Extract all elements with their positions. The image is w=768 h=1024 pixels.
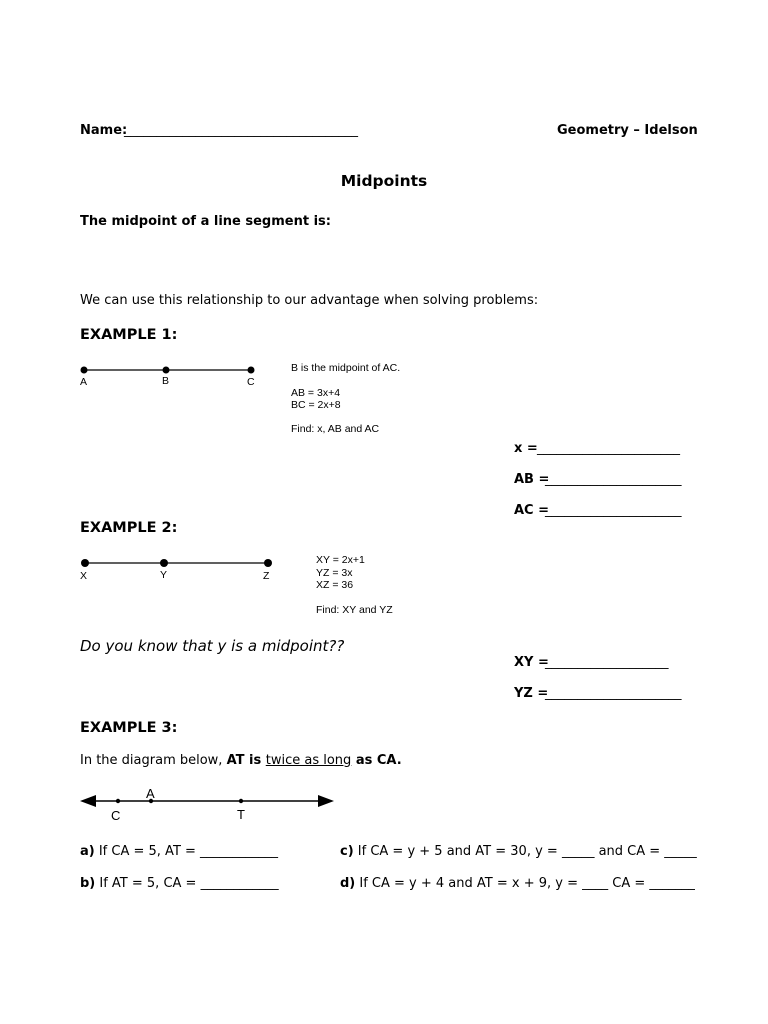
example1-given-ab: AB = 3x+4 (291, 387, 341, 399)
example1-given-bc: BC = 2x+8 (291, 399, 341, 411)
point-a-label: A (80, 376, 88, 388)
point-t-label: T (237, 807, 245, 822)
point-c-dot (116, 799, 120, 803)
relationship-text: We can use this relationship to our advantage when solving problems: (80, 293, 539, 308)
part-c-text: If CA = y + 5 and AT = 30, y = _____ and CA = _____ (353, 844, 697, 859)
example1-answer-x-blank[interactable]: ______________________ (537, 441, 680, 456)
example2-find: Find: XY and YZ (316, 604, 393, 616)
name-label: Name: (80, 123, 128, 138)
part-d-letter: d) (340, 876, 356, 891)
example3-intro-pre: In the diagram below, (80, 753, 227, 768)
example2-given-xy: XY = 2x+1 (316, 554, 365, 566)
example1-answer-ac-blank[interactable]: _____________________ (545, 503, 682, 518)
example1-answer-ab-label: AB = (514, 472, 550, 487)
example3-intro-at: AT is (226, 753, 266, 768)
example3-part-d (340, 876, 695, 891)
left-arrow-icon (80, 795, 96, 807)
course-label: Geometry – Idelson (557, 123, 698, 138)
example2-answer-yz-label: YZ = (514, 686, 549, 701)
page-title: Midpoints (340, 172, 428, 190)
example1-answer-x-label: x = (514, 441, 538, 456)
example1-find: Find: x, AB and AC (291, 423, 380, 435)
example1-answer-ab-blank[interactable]: _____________________ (545, 472, 682, 487)
point-c-label: C (111, 808, 121, 823)
example3-part-c (340, 844, 697, 859)
part-a-text: If CA = 5, AT = ____________ (94, 844, 279, 859)
name-blank[interactable]: ____________________________________ (124, 123, 358, 138)
part-a-letter: a) (80, 844, 95, 859)
point-a-label: A (146, 786, 155, 801)
example2-heading: EXAMPLE 2: (80, 520, 178, 536)
example2-given-xz: XZ = 36 (316, 579, 354, 591)
example3-intro-ca: as CA. (351, 753, 402, 768)
example2-answer-xy-blank[interactable]: ___________________ (545, 655, 669, 670)
example1-answer-ac-label: AC = (514, 503, 550, 518)
example1-given-midpoint: B is the midpoint of AC. (291, 362, 401, 374)
example2-answer-xy-label: XY = (514, 655, 549, 670)
part-b-text: If AT = 5, CA = ____________ (95, 876, 279, 891)
example3-part-b (80, 876, 279, 891)
example3-part-a (80, 844, 278, 859)
point-z-label: Z (263, 570, 270, 582)
example3-intro-twice: twice as long (265, 753, 352, 768)
point-b-label: B (162, 375, 170, 387)
part-c-letter: c) (340, 844, 354, 859)
part-b-letter: b) (80, 876, 96, 891)
example2-given-yz: YZ = 3x (316, 567, 353, 579)
example1-heading: EXAMPLE 1: (80, 327, 178, 343)
point-x-label: X (80, 570, 88, 582)
example2-answer-yz-blank[interactable]: _____________________ (545, 686, 682, 701)
point-t-dot (239, 799, 243, 803)
point-c-label: C (247, 376, 255, 388)
example2-question: Do you know that y is a midpoint?? (80, 637, 345, 655)
point-y-label: Y (160, 569, 168, 581)
right-arrow-icon (318, 795, 334, 807)
part-d-text: If CA = y + 4 and AT = x + 9, y = ____ CA = _______ (355, 876, 695, 891)
example3-heading: EXAMPLE 3: (80, 720, 178, 736)
definition-prompt: The midpoint of a line segment is: (80, 214, 331, 229)
